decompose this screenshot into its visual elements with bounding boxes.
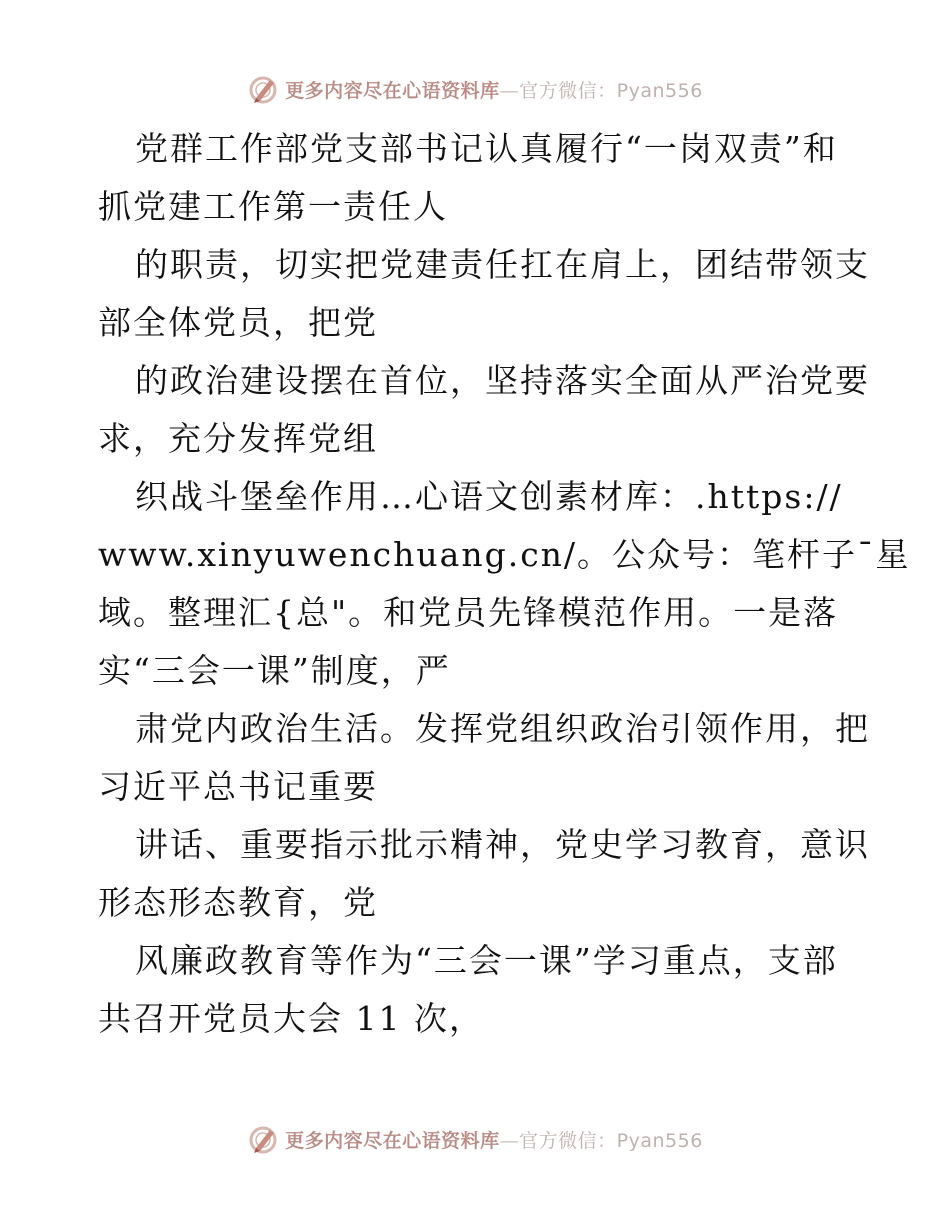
body-line: 域。整理汇{总"。和党员先锋模范作用。一是落 — [98, 593, 839, 632]
body-text — [98, 120, 911, 1048]
footer-wechat-text: 官方微信：Pyan556 — [519, 1129, 703, 1152]
body-line: 织战斗堡垒作用…心语文创素材库：.https:// — [135, 477, 843, 516]
header-separator: — — [499, 79, 520, 102]
body-line: 抓党建工作第一责任人 — [98, 187, 448, 226]
pen-logo-icon — [247, 73, 279, 105]
body-line: 部全体党员，把党 — [98, 303, 378, 342]
body-line: www.xinyuwenchuang.cn/。公众号：笔杆子¯星 — [98, 535, 911, 574]
footer-banner-text — [285, 1126, 703, 1153]
header-wechat-text: 官方微信：Pyan556 — [519, 79, 703, 102]
footer-banner — [0, 1122, 950, 1156]
body-line: 党群工作部党支部书记认真履行“一岗双责”和 — [135, 129, 838, 168]
body-line: 实“三会一课”制度，严 — [98, 651, 451, 690]
body-line: 风廉政教育等作为“三会一课”学习重点，支部 — [135, 941, 838, 980]
body-line: 肃党内政治生活。发挥党组织政治引领作用，把 — [135, 709, 870, 748]
pen-logo-icon — [247, 1123, 279, 1155]
body-line: 的政治建设摆在首位，坚持落实全面从严治党要 — [135, 361, 870, 400]
body-line: 形态形态教育，党 — [98, 883, 378, 922]
header-banner-text — [285, 76, 703, 103]
body-line: 习近平总书记重要 — [98, 767, 378, 806]
body-line: 的职责，切实把党建责任扛在肩上，团结带领支 — [135, 245, 870, 284]
header-brand-text: 更多内容尽在心语资料库 — [285, 79, 500, 102]
header-banner — [0, 72, 950, 106]
body-line: 讲话、重要指示批示精神，党史学习教育，意识 — [135, 825, 870, 864]
body-line: 求，充分发挥党组 — [98, 419, 378, 458]
body-line: 共召开党员大会 11 次， — [98, 999, 484, 1038]
footer-brand-text: 更多内容尽在心语资料库 — [285, 1129, 500, 1152]
footer-separator: — — [499, 1129, 520, 1152]
